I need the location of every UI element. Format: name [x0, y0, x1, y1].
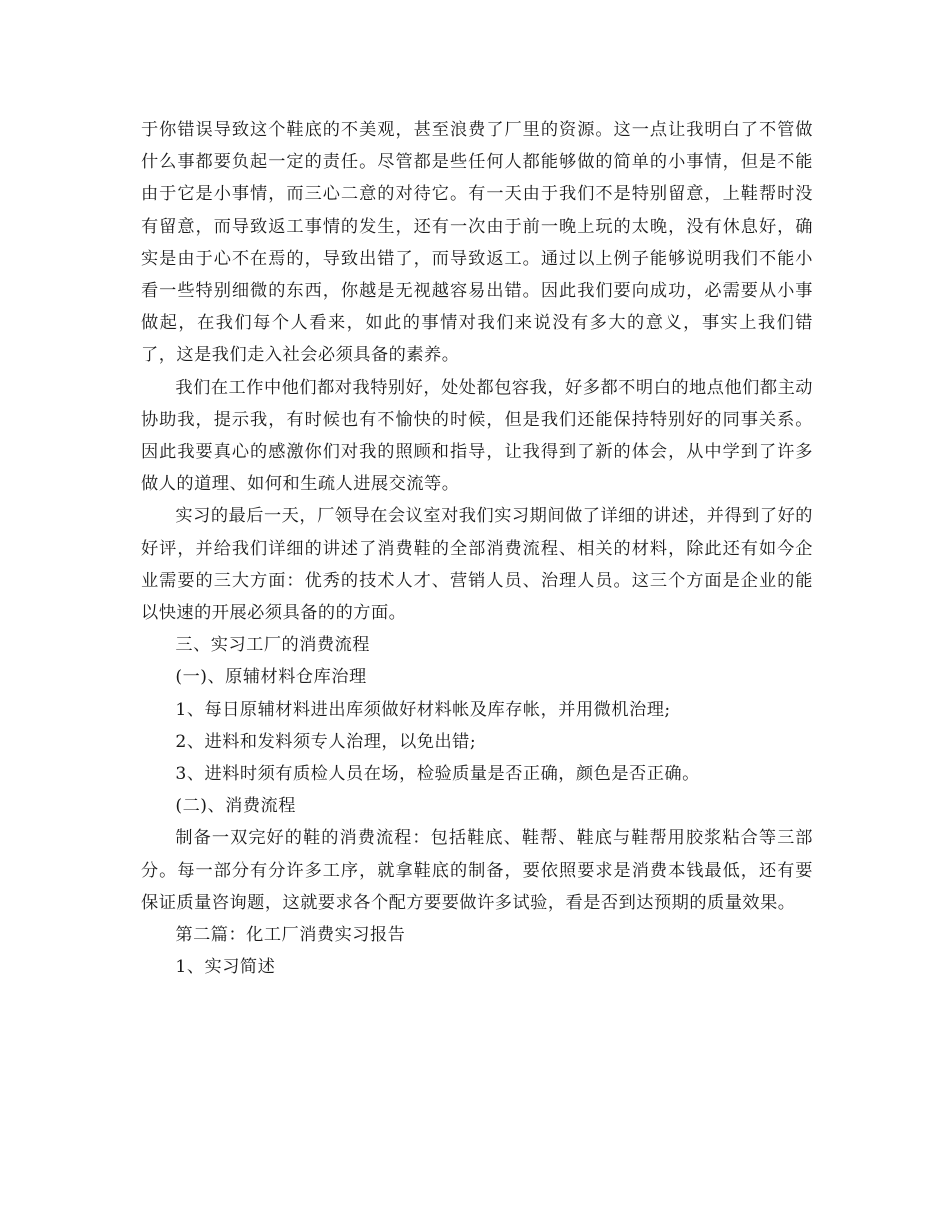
- document-body: [141, 114, 813, 983]
- section-heading-1: 1、实习简述: [175, 957, 276, 978]
- section-heading-3: 三、实习工厂的消费流程: [175, 635, 370, 656]
- subsection-heading-1: (一)、原辅材料仓库治理: [175, 667, 367, 688]
- paragraph-4: 制备一双完好的鞋的消费流程：包括鞋底、鞋帮、鞋底与鞋帮用胶浆粘合等三部分。每一部分有分许多工序，就拿鞋底的制备，要依照要求是消费本钱最低，还有要保证质量咨询题，这就要求各个配方要要做许多试验，看是否到达预期的质量效果。: [141, 828, 813, 913]
- subsection-heading-2: (二)、消费流程: [175, 796, 296, 817]
- list-item-1: 1、每日原辅材料进出库须做好材料帐及库存帐，并用微机治理;: [175, 699, 671, 720]
- paragraph-2: 我们在工作中他们都对我特别好，处处都包容我，好多都不明白的地点他们都主动协助我，提示我，有时候也有不愉快的时候，但是我们还能保持特别好的同事关系。因此我要真心的感激你们对我的照顾和指导，让我得到了新的体会，从中学到了许多做人的道理、如何和生疏人进展交流等。: [141, 377, 813, 495]
- paragraph-1: 于你错误导致这个鞋底的不美观，甚至浪费了厂里的资源。这一点让我明白了不管做什么事都要负起一定的责任。尽管都是些任何人都能够做的简单的小事情，但是不能由于它是小事情，而三心二意的对待它。有一天由于我们不是特别留意，上鞋帮时没有留意，而导致返工事情的发生，还有一次由于前一晚上玩的太晚，没有休息好，确实是由于心不在焉的，导致出错了，而导致返工。通过以上例子能够说明我们不能小看一些特别细微的东西，你越是无视越容易出错。因此我们要向成功，必需要从小事做起，在我们每个人看来，如此的事情对我们来说没有多大的意义，事实上我们错了，这是我们走入社会必须具备的素养。: [141, 120, 813, 366]
- list-item-3: 3、进料时须有质检人员在场，检验质量是否正确，颜色是否正确。: [175, 764, 700, 785]
- paragraph-3: 实习的最后一天，厂领导在会议室对我们实习期间做了详细的讲述，并得到了好的好评，并给我们详细的讲述了消费鞋的全部消费流程、相关的材料，除此还有如今企业需要的三大方面：优秀的技术人才、营销人员、治理人员。这三个方面是企业的能以快速的开展必须具备的的方面。: [141, 506, 813, 624]
- list-item-2: 2、进料和发料须专人治理，以免出错;: [175, 731, 477, 752]
- chapter-heading-2: 第二篇：化工厂消费实习报告: [175, 925, 406, 946]
